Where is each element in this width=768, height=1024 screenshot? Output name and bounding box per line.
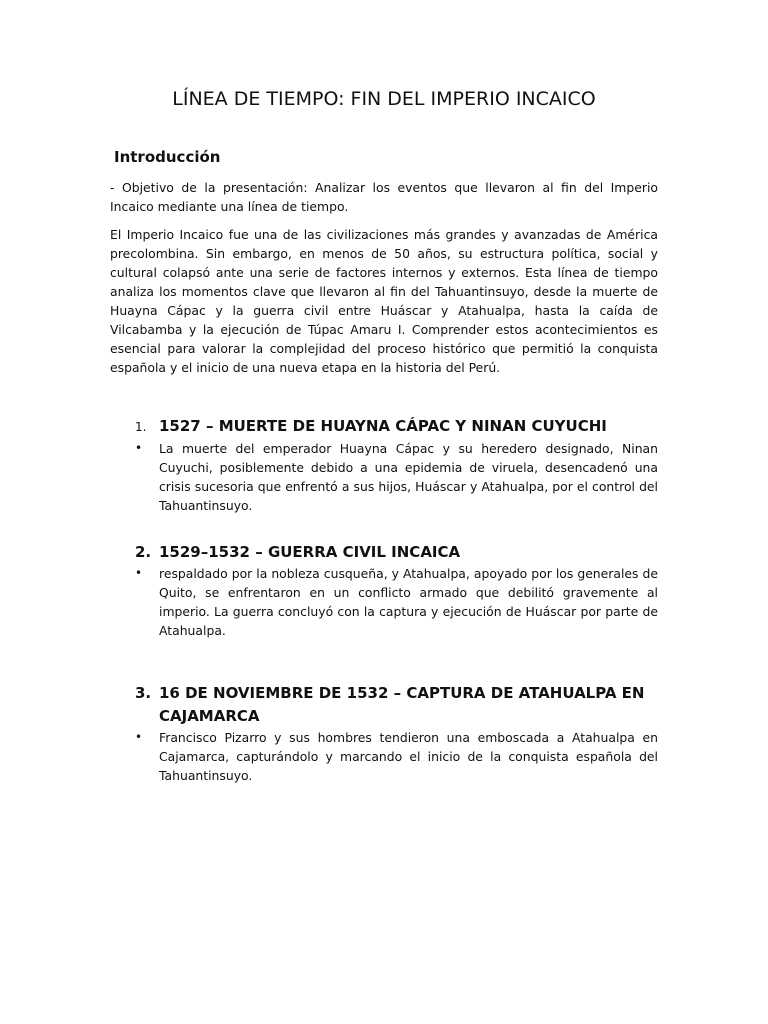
event-title: 1527 – MUERTE DE HUAYNA CÁPAC Y NINAN CUYUCHI	[159, 417, 607, 435]
bullet-icon: •	[135, 730, 143, 744]
intro-body: El Imperio Incaico fue una de las civilizaciones más grandes y avanzadas de América precolombina. Sin embargo, en menos de 50 años, su estructura política, social y cultural colapsó ante una serie de factores internos y externos. Esta línea de tiempo analiza los momentos clave que llevaron al fin del Tahuantinsuyo, desde la muerte de Huayna Cápac y la guerra civil entre Huáscar y Atahualpa, hasta la caída de Vilcabamba y la ejecución de Túpac Amaru I. Comprender estos acontecimientos es esencial para valorar la complejidad del proceso histórico que permitió la conquista española y el inicio de una nueva etapa en la historia del Perú.	[110, 227, 658, 375]
timeline-event-1	[110, 415, 658, 515]
event-description: Francisco Pizarro y sus hombres tendieron una emboscada a Atahualpa en Cajamarca, capturándolo y marcando el inicio de la conquista española del Tahuantinsuyo.	[159, 730, 658, 783]
timeline-event-2	[110, 541, 658, 640]
intro-objective: - Objetivo de la presentación: Analizar los eventos que llevaron al fin del Imperio Incaico mediante una línea de tiempo.	[110, 180, 658, 214]
event-description: respaldado por la nobleza cusqueña, y Atahualpa, apoyado por los generales de Quito, se enfrentaron en un conflicto armado que debilitó gravemente al imperio. La guerra concluyó con la captura y ejecución de Huáscar por parte de Atahualpa.	[159, 566, 658, 638]
event-title: 16 DE NOVIEMBRE DE 1532 – CAPTURA DE ATAHUALPA EN CAJAMARCA	[159, 684, 645, 725]
bullet-icon: •	[135, 566, 143, 580]
intro-heading: Introducción	[114, 148, 221, 166]
event-number: 2.	[135, 543, 152, 561]
event-number: 1.	[135, 420, 147, 434]
document-title: LÍNEA DE TIEMPO: FIN DEL IMPERIO INCAICO	[172, 88, 596, 110]
event-number: 3.	[135, 684, 152, 702]
event-description: La muerte del emperador Huayna Cápac y su heredero designado, Ninan Cuyuchi, posiblemente debido a una epidemia de viruela, desencadenó una crisis sucesoria que enfrentó a sus hijos, Huáscar y Atahualpa, por el control del Tahuantinsuyo.	[159, 441, 658, 513]
bullet-icon: •	[135, 441, 143, 455]
timeline-event-3	[110, 682, 658, 785]
event-title: 1529–1532 – GUERRA CIVIL INCAICA	[159, 543, 461, 561]
